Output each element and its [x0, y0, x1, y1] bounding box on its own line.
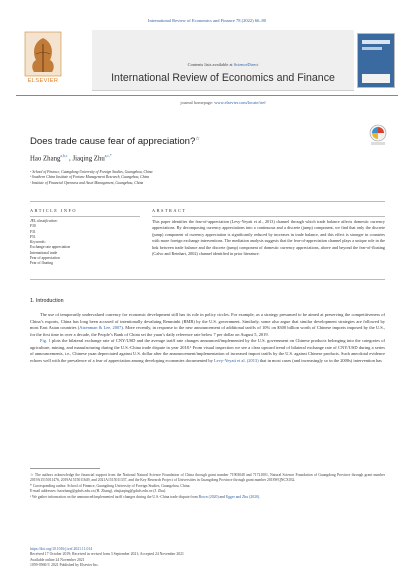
title-footnote-mark[interactable]: ☆	[195, 136, 200, 142]
affiliation-line: ᶜ Institute of Financial Openness and Asset Management, Guangzhou, China	[30, 180, 144, 185]
sciencedirect-link[interactable]: ScienceDirect	[233, 62, 259, 67]
abstract-heading: ABSTRACT	[152, 208, 187, 213]
footnotes	[30, 473, 385, 500]
elsevier-logo	[22, 30, 64, 88]
paragraph-text: ). More recently, in response to the new announcement of additional tariffs of 10% on $300 billion worth of Chinese imports imposed by the U.S., for the first time in over a decade, the People’s Bank of China set the yuan’s daily reference rate below 7 per dollar on August 5, 2019.	[30, 325, 385, 337]
author-affiliation-marks[interactable]: a,c,*	[104, 154, 112, 158]
funding-footnote: ☆ The authors acknowledge the financial support from the National Natural Science Foundation of China through grant number 71903040 and 71721001, Natural Science Foundation of Guangdong Province through grant number 2019A1515011476, 2019A1515011649, and 2021A1515011337, and the Key Research Project of Universities in Guangdong Province through grant number 2018WQNCX032.	[30, 473, 385, 483]
keyword: International trade	[30, 250, 58, 255]
email-addresses[interactable]: E-mail addresses: haozhang@gdufs.edu.cn (H. Zhang), zhujiaqing@gdufs.edu.cn (J. Zhu).	[30, 489, 167, 494]
section-divider	[30, 201, 385, 202]
article-title-text: Does trade cause fear of appreciation?	[30, 136, 196, 148]
journal-header	[92, 30, 354, 105]
citation-link[interactable]: Levy-Yeyati et al. (2013)	[213, 357, 259, 363]
section-heading-introduction: 1. Introduction	[30, 298, 64, 304]
jel-code: F31	[30, 229, 36, 234]
citation-link[interactable]: Aizenman & Lee, 2007	[79, 325, 122, 331]
contents-prefix: Contents lists available at	[187, 62, 234, 67]
jel-label: JEL classification:	[30, 219, 58, 223]
citation-link[interactable]: Bown (2020)	[198, 494, 219, 499]
footnote-text: and	[218, 494, 226, 499]
homepage-prefix: journal homepage:	[180, 100, 215, 105]
keyword: Exchange rate appreciation	[30, 245, 71, 250]
article-info-heading: ARTICLE INFO	[30, 208, 77, 213]
abstract-text: This paper identifies the fear-of-appreciation (Levy-Yeyati et al., 2013) channel through which trade balance affects domestic currency appreciations. By decomposing currency appreciations into a continuous and a discrete (jump) component, we find that only the discrete (jump) component of currency appreciation is significantly reduced by increases in trade balance, and this effect is stronger in countries with more foreign exchange interventions. The mediation analysis suggests that the fear-of-appreciation channel plays a unique role in the link between trade balance and the discrete (jump) component of domestic currency appreciations, above and beyond the fear-of-floating (Calvo and Reinhart, 2002) channel identified in prior literature.	[152, 219, 385, 257]
article-history: Received 17 October 2019; Received in revised form 3 September 2021; Accepted 24 November 2021	[30, 552, 184, 557]
homepage-line	[92, 100, 354, 105]
paragraph-text: The use of temporarily undervalued currency for economic development still has its role in policy circles. For example, as a strategy presumed to be aimed at preserving the competitiveness of China’s exports, China has long been accused of intentionally devaluing Renminbi (RMB) by the U.S. government. Similarly, some also argue that similar development strategies are followed by most East Asian countries (	[30, 312, 385, 331]
figure-link[interactable]: Fig. 1	[40, 338, 51, 344]
contents-line	[92, 62, 354, 67]
body-paragraph	[30, 312, 385, 338]
author-separator: ,	[67, 155, 73, 163]
doi-link[interactable]: https://doi.org/10.1016/j.iref.2021.11.014	[30, 547, 93, 551]
article-metadata	[30, 547, 385, 569]
affiliations	[30, 170, 390, 186]
elsevier-wordmark: ELSEVIER	[27, 78, 59, 84]
crossmark-icon[interactable]	[368, 124, 388, 146]
affiliation-line: ᵃ School of Finance, Guangdong University of Foreign Studies, Guangzhou, China	[30, 170, 153, 174]
online-date: Available online 24 November 2021	[30, 557, 85, 562]
journal-citation[interactable]: International Review of Economics and Finance 78 (2022) 66–80	[148, 18, 266, 23]
keywords-label: Keywords:	[30, 240, 46, 245]
footnote-divider	[30, 468, 100, 469]
journal-cover-thumbnail[interactable]	[357, 33, 395, 88]
jel-code: F30	[30, 224, 36, 229]
footnote-text: .	[259, 494, 261, 499]
author-name[interactable]: Hao Zhang	[30, 155, 61, 163]
keyword: Fear of floating	[30, 261, 53, 266]
footnote-text: ¹ We gather information on the announced/implemented tariff changes during the U.S.-China trade dispute from	[30, 494, 199, 499]
paragraph-text: plots the bilateral exchange rate of CNY/USD and the average tariff rate changes announced/implemented by the U.S. government on Chinese products belonging into the categories of agriculture, mining, and manufacturing during the U.S.-China trade dispute in year 2018.¹ From visual inspection we see a clear upward trend of bilateral exchange rate of CNY/USD during a series of announcements, i.e., Chinese yuan depreciated against U.S. dollar after the announcement/implementation of increased import tariffs by the U.S. against Chinese products. Such anecdotal evidence echoes well with the prevalence of a fear of appreciation among developing economies documented by	[30, 338, 386, 363]
footnote-1	[30, 495, 385, 500]
keyword: Fear of appreciation	[30, 256, 60, 261]
article-title	[30, 136, 200, 147]
article-info-divider	[30, 216, 140, 217]
introduction-body	[30, 312, 385, 364]
paragraph-text: that in most cases (and increasingly so in the 2000s) intervention has	[258, 357, 382, 363]
jel-code: F51	[30, 234, 36, 239]
author-list	[30, 154, 112, 162]
article-info-panel	[30, 219, 140, 267]
copyright-line: 1059-0560/© 2021 Published by Elsevier Inc.	[30, 563, 99, 568]
author-name[interactable]: Jiaqing Zhu	[72, 155, 105, 163]
homepage-link[interactable]: www.elsevier.com/locate/iref	[214, 100, 266, 105]
abstract-divider	[152, 216, 385, 217]
journal-title[interactable]: International Review of Economics and Finance	[111, 72, 335, 84]
corresponding-author-note: * Corresponding author. School of Finance, Guangdong University of Foreign Studies, Guangzhou, China.	[30, 483, 191, 488]
citation-link[interactable]: Egger and Zhu (2020)	[225, 494, 260, 499]
section-divider	[30, 279, 385, 280]
author-affiliation-marks[interactable]: a,b,c	[60, 154, 68, 158]
affiliation-line: ᵇ Southern China Institute of Fortune Management Research, Guangzhou, China	[30, 175, 150, 180]
header-divider	[16, 95, 398, 96]
body-paragraph	[30, 338, 385, 364]
